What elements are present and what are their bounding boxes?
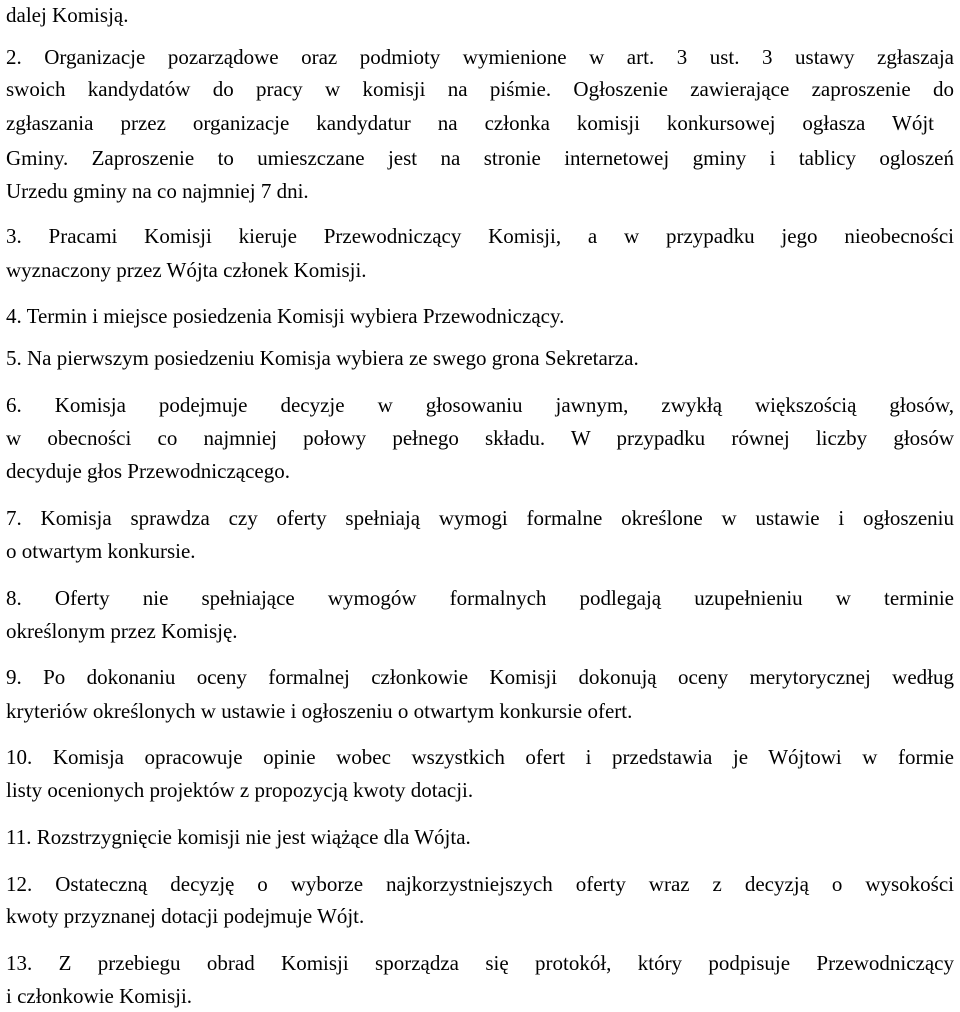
paragraph-6-line-2: w obecności co najmniej połowy pełnego składu. W przypadku równej liczby głosów [6, 426, 954, 450]
paragraph-10-line-1: 10. Komisja opracowuje opinie wobec wszystkich ofert i przedstawia je Wójtowi w formie [6, 745, 954, 769]
paragraph-2-line-4: Gminy. Zaproszenie to umieszczane jest na stronie internetowej gminy i tablicy ogloszeń [6, 146, 954, 170]
paragraph-8-line-1: 8. Oferty nie spełniające wymogów formalnych podlegają uzupełnieniu w terminie [6, 586, 954, 610]
paragraph-2-line-1: 2. Organizacje pozarządowe oraz podmioty wymienione w art. 3 ust. 3 ustawy zgłaszaja [6, 45, 954, 69]
paragraph-4: 4. Termin i miejsce posiedzenia Komisji wybiera Przewodniczący. [6, 304, 565, 328]
paragraph-6-line-1: 6. Komisja podejmuje decyzje w głosowaniu jawnym, zwykłą większością głosów, [6, 393, 954, 417]
paragraph-2-line-5: Urzedu gminy na co najmniej 7 dni. [6, 179, 309, 203]
paragraph-8-line-2: określonym przez Komisję. [6, 619, 238, 643]
paragraph-6-line-3: decyduje głos Przewodniczącego. [6, 459, 290, 483]
paragraph-12-line-1: 12. Ostateczną decyzję o wyborze najkorzystniejszych oferty wraz z decyzją o wysokości [6, 872, 954, 896]
paragraph-3-line-1: 3. Pracami Komisji kieruje Przewodniczący Komisji, a w przypadku jego nieobecności [6, 224, 954, 248]
paragraph-10-line-2: listy ocenionych projektów z propozycją kwoty dotacji. [6, 778, 474, 802]
paragraph-7-line-1: 7. Komisja sprawdza czy oferty spełniają wymogi formalne określone w ustawie i ogłoszeniu [6, 506, 954, 530]
paragraph-7-line-2: o otwartym konkursie. [6, 539, 196, 563]
paragraph-9-line-1: 9. Po dokonaniu oceny formalnej członkowie Komisji dokonują oceny merytorycznej według [6, 665, 954, 689]
paragraph-12-line-2: kwoty przyznanej dotacji podejmuje Wójt. [6, 904, 365, 928]
paragraph-2-line-2: swoich kandydatów do pracy w komisji na piśmie. Ogłoszenie zawierające zaproszenie do [6, 77, 954, 101]
paragraph-2-line-3: zgłaszania przez organizacje kandydatur na członka komisji konkursowej ogłasza Wójt [6, 111, 934, 135]
paragraph-5: 5. Na pierwszym posiedzeniu Komisja wybiera ze swego grona Sekretarza. [6, 346, 639, 370]
paragraph-13-line-1: 13. Z przebiegu obrad Komisji sporządza się protokół, który podpisuje Przewodniczący [6, 951, 954, 975]
paragraph-13-line-2: i członkowie Komisji. [6, 984, 193, 1008]
text-line: dalej Komisją. [6, 3, 129, 27]
paragraph-9-line-2: kryteriów określonych w ustawie i ogłoszeniu o otwartym konkursie ofert. [6, 699, 633, 723]
paragraph-3-line-2: wyznaczony przez Wójta członek Komisji. [6, 258, 367, 282]
paragraph-11: 11. Rozstrzygnięcie komisji nie jest wiążące dla Wójta. [6, 825, 471, 849]
